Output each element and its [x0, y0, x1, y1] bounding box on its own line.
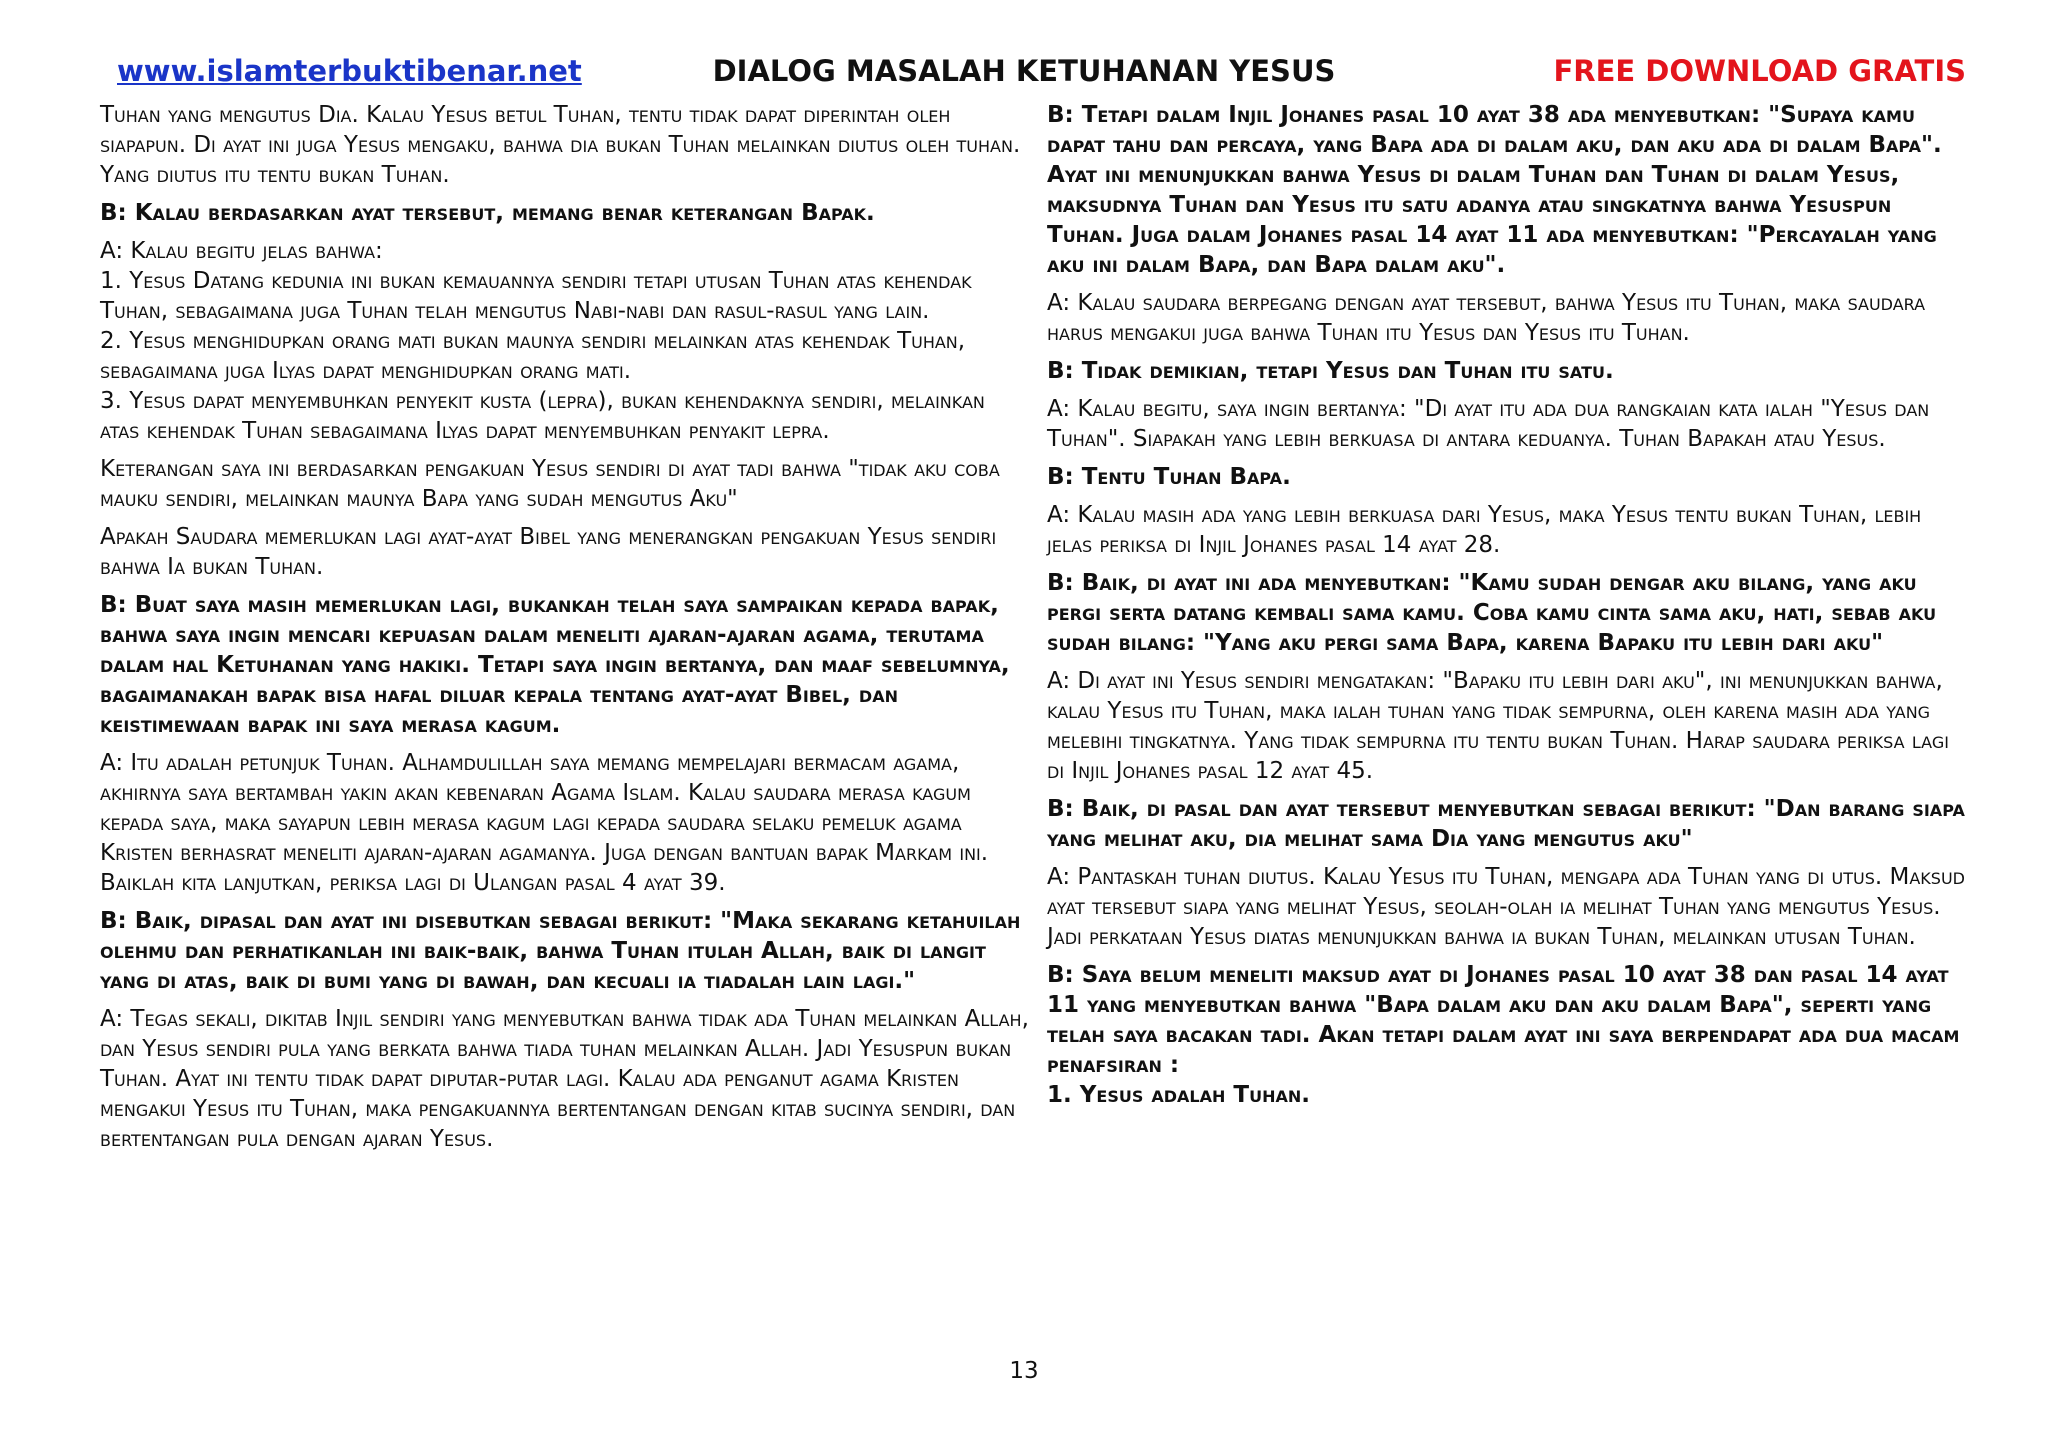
- download-badge: FREE DOWNLOAD GRATIS: [1553, 54, 1966, 88]
- dialog-paragraph-speaker-b: B: Kalau berdasarkan ayat tersebut, memang benar keterangan Bapak.: [100, 200, 875, 226]
- right-column: [1047, 100, 1967, 1118]
- page-number: 13: [1009, 1358, 1039, 1384]
- page-header: [0, 48, 2048, 94]
- dialog-paragraph-speaker-b: B: Tidak demikian, tetapi Yesus dan Tuhan itu satu.: [1047, 358, 1614, 384]
- dialog-paragraph: A: Itu adalah petunjuk Tuhan. Alhamdulillah saya memang mempelajari bermacam agama, akhirnya saya bertambah yakin akan kebenaran Agama Islam. Kalau saudara merasa kagum kepada saya, maka sayapun lebih merasa kagum lagi kepada saudara selaku pemeluk agama Kristen berhasrat meneliti ajaran-ajaran agamanya. Juga dengan bantuan bapak Markam ini. Baiklah kita lanjutkan, periksa lagi di Ulangan pasal 4 ayat 39.: [100, 750, 989, 896]
- website-link[interactable]: www.islamterbuktibenar.net: [117, 54, 582, 88]
- document-title: DIALOG MASALAH KETUHANAN YESUS: [712, 54, 1336, 88]
- dialog-paragraph: A: Kalau saudara berpegang dengan ayat tersebut, bahwa Yesus itu Tuhan, maka saudara harus mengakui juga bahwa Tuhan itu Yesus dan Yesus itu Tuhan.: [1047, 290, 1926, 346]
- dialog-paragraph: A: Pantaskah tuhan diutus. Kalau Yesus itu Tuhan, mengapa ada Tuhan yang di utus. Maksud ayat tersebut siapa yang melihat Yesus, seolah-olah ia melihat Tuhan yang mengutus Yesus. Jadi perkataan Yesus diatas menunjukkan bahwa ia bukan Tuhan, melainkan utusan Tuhan.: [1047, 864, 1965, 950]
- dialog-paragraph-speaker-b: B: Baik, dipasal dan ayat ini disebutkan sebagai berikut: "Maka sekarang ketahuilah olehmu dan perhatikanlah ini baik-baik, bahwa Tuhan itulah Allah, baik di langit yang di atas, baik di bumi yang di bawah, dan kecuali ia tiadalah lain lagi.": [100, 908, 1021, 994]
- dialog-paragraph-speaker-b: B: Baik, di ayat ini ada menyebutkan: "Kamu sudah dengar aku bilang, yang aku pergi serta datang kembali sama kamu. Coba kamu cinta sama aku, hati, sebab aku sudah bilang: "Yang aku pergi sama Bapa, karena Bapaku itu lebih dari aku": [1047, 570, 1937, 656]
- dialog-paragraph: A: Kalau begitu, saya ingin bertanya: "Di ayat itu ada dua rangkaian kata ialah "Yesus dan Tuhan". Siapakah yang lebih berkuasa di antara keduanya. Tuhan Bapakah atau Yesus.: [1047, 396, 1930, 452]
- dialog-paragraph-speaker-b: B: Tentu Tuhan Bapa.: [1047, 464, 1291, 490]
- dialog-paragraph-speaker-b: B: Buat saya masih memerlukan lagi, bukankah telah saya sampaikan kepada bapak, bahwa saya ingin mencari kepuasan dalam meneliti ajaran-ajaran agama, terutama dalam hal Ketuhanan yang hakiki. Tetapi saya ingin bertanya, dan maaf sebelumnya, bagaimanakah bapak bisa hafal diluar kepala tentang ayat-ayat Bibel, dan keistimewaan bapak ini saya merasa kagum.: [100, 592, 1010, 738]
- dialog-paragraph-speaker-b: B: Baik, di pasal dan ayat tersebut menyebutkan sebagai berikut: "Dan barang siapa yang melihat aku, dia melihat sama Dia yang mengutus aku": [1047, 796, 1965, 852]
- dialog-paragraph: Tuhan yang mengutus Dia. Kalau Yesus betul Tuhan, tentu tidak dapat diperintah oleh siapapun. Di ayat ini juga Yesus mengaku, bahwa dia bukan Tuhan melainkan diutus oleh tuhan. Yang diutus itu tentu bukan Tuhan.: [100, 102, 1021, 188]
- dialog-paragraph: A: Tegas sekali, dikitab Injil sendiri yang menyebutkan bahwa tidak ada Tuhan melainkan Allah, dan Yesus sendiri pula yang berkata bahwa tiada tuhan melainkan Allah. Jadi Yesuspun bukan Tuhan. Ayat ini tentu tidak dapat diputar-putar lagi. Kalau ada penganut agama Kristen mengakui Yesus itu Tuhan, maka pengakuannya bertentangan dengan kitab sucinya sendiri, dan bertentangan pula dengan ajaran Yesus.: [100, 1006, 1029, 1152]
- dialog-paragraph: A: Kalau masih ada yang lebih berkuasa dari Yesus, maka Yesus tentu bukan Tuhan, lebih jelas periksa di Injil Johanes pasal 14 ayat 28.: [1047, 502, 1922, 558]
- dialog-paragraph-speaker-b: B: Tetapi dalam Injil Johanes pasal 10 ayat 38 ada menyebutkan: "Supaya kamu dapat tahu dan percaya, yang Bapa ada di dalam aku, dan aku ada di dalam Bapa".: [1047, 102, 1942, 158]
- dialog-paragraph: 1. Yesus Datang kedunia ini bukan kemauannya sendiri tetapi utusan Tuhan atas kehendak Tuhan, sebagaimana juga Tuhan telah mengutus Nabi-nabi dan rasul-rasul yang lain.: [100, 268, 972, 324]
- dialog-paragraph: 3. Yesus dapat menyembuhkan penyekit kusta (lepra), bukan kehendaknya sendiri, melainkan atas kehendak Tuhan sebagaimana Ilyas dapat menyembuhkan penyakit lepra.: [100, 388, 985, 444]
- dialog-paragraph: A: Di ayat ini Yesus sendiri mengatakan: "Bapaku itu lebih dari aku", ini menunjukkan bahwa, kalau Yesus itu Tuhan, maka ialah tuhan yang tidak sempurna, oleh karena masih ada yang melebihi tingkatnya. Yang tidak sempurna itu tentu bukan Tuhan. Harap saudara periksa lagi di Injil Johanes pasal 12 ayat 45.: [1047, 668, 1949, 784]
- dialog-paragraph: A: Kalau begitu jelas bahwa:: [100, 238, 383, 264]
- dialog-paragraph: Apakah Saudara memerlukan lagi ayat-ayat Bibel yang menerangkan pengakuan Yesus sendiri bahwa Ia bukan Tuhan.: [100, 524, 997, 580]
- dialog-paragraph-speaker-b: B: Saya belum meneliti maksud ayat di Johanes pasal 10 ayat 38 dan pasal 14 ayat 11 yang menyebutkan bahwa "Bapa dalam aku dan aku dalam Bapa", seperti yang telah saya bacakan tadi. Akan tetapi dalam ayat ini saya berpendapat ada dua macam penafsiran :: [1047, 962, 1960, 1078]
- left-column: [100, 100, 1030, 1162]
- dialog-paragraph-speaker-b: Ayat ini menunjukkan bahwa Yesus di dalam Tuhan dan Tuhan di dalam Yesus, maksudnya Tuhan dan Yesus itu satu adanya atau singkatnya bahwa Yesuspun Tuhan. Juga dalam Johanes pasal 14 ayat 11 ada menyebutkan: "Percayalah yang aku ini dalam Bapa, dan Bapa dalam aku".: [1047, 162, 1937, 278]
- dialog-paragraph: 2. Yesus menghidupkan orang mati bukan maunya sendiri melainkan atas kehendak Tuhan, sebagaimana juga Ilyas dapat menghidupkan orang mati.: [100, 328, 966, 384]
- dialog-paragraph-speaker-b: 1. Yesus adalah Tuhan.: [1047, 1082, 1310, 1108]
- dialog-paragraph: Keterangan saya ini berdasarkan pengakuan Yesus sendiri di ayat tadi bahwa "tidak aku coba mauku sendiri, melainkan maunya Bapa yang sudah mengutus Aku": [100, 456, 1000, 512]
